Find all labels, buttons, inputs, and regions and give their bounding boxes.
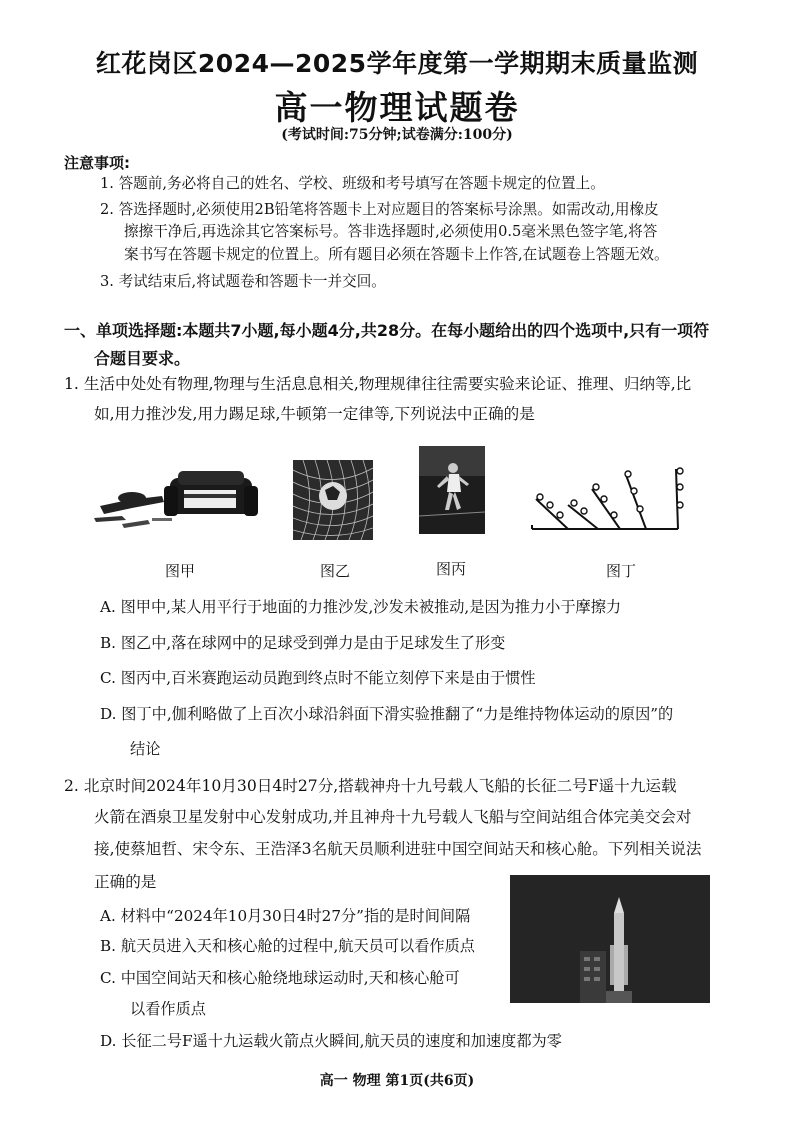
section-heading-cont: 合题目要求。: [94, 349, 191, 368]
note-line: 3. 考试结束后,将试题卷和答题卡一并交回。: [100, 273, 386, 290]
notes-heading: 注意事项:: [64, 154, 130, 172]
figure-yi-football-net: [293, 460, 373, 540]
figure-caption-bing: 图丙: [436, 560, 467, 578]
q2-option-c: C. 中国空间站天和核心舱绕地球运动时,天和核心舱可: [100, 969, 460, 987]
figure-jia-sofa: [92, 468, 262, 530]
paper-title: 高一物理试题卷: [274, 88, 520, 127]
q1-option-a: A. 图甲中,某人用平行于地面的力推沙发,沙发未被推动,是因为推力小于摩擦力: [100, 598, 622, 616]
q1-option-d-cont: 结论: [130, 740, 161, 758]
q2-option-b: B. 航天员进入天和核心舱的过程中,航天员可以看作质点: [100, 937, 475, 955]
section-heading: 一、单项选择题:本题共7小题,每小题4分,共28分。在每小题给出的四个选项中,只有一项符: [64, 321, 710, 340]
question-2-text: 2. 北京时间2024年10月30日4时27分,搭载神舟十九号载人飞船的长征二号F遥十九运载: [64, 777, 677, 795]
note-line: 擦擦干净后,再选涂其它答案标号。答非选择题时,必须使用0.5毫米黑色签字笔,将答: [124, 223, 658, 240]
page-footer: 高一 物理 第1页(共6页): [319, 1073, 475, 1089]
q2-option-a: A. 材料中“2024年10月30日4时27分”指的是时间间隔: [100, 907, 471, 925]
q1-option-d: D. 图丁中,伽利略做了上百次小球沿斜面下滑实验推翻了“力是维持物体运动的原因”的: [100, 705, 674, 723]
question-1-text-cont: 如,用力推沙发,用力踢足球,牛顿第一定律等,下列说法中正确的是: [94, 405, 535, 423]
q1-option-c: C. 图丙中,百米赛跑运动员跑到终点时不能立刻停下来是由于惯性: [100, 669, 536, 687]
question-2-text-cont: 接,使蔡旭哲、宋令东、王浩泽3名航天员顺利进驻中国空间站天和核心舱。下列相关说法: [94, 840, 702, 858]
rocket-launch-photo: [510, 875, 710, 1003]
question-1-text: 1. 生活中处处有物理,物理与生活息息相关,物理规律往往需要实验来论证、推理、归纳等,比: [64, 375, 692, 393]
figure-ding-inclined-planes: [528, 465, 688, 535]
note-line: 2. 答选择题时,必须使用2B铅笔将答题卡上对应题目的答案标号涂黑。如需改动,用橡皮: [100, 201, 659, 218]
figure-caption-ding: 图丁: [606, 562, 637, 580]
figure-caption-yi: 图乙: [320, 562, 351, 580]
question-2-text-cont: 正确的是: [94, 873, 157, 891]
q2-option-d: D. 长征二号F遥十九运载火箭点火瞬间,航天员的速度和加速度都为零: [100, 1032, 562, 1050]
note-line: 案书写在答题卡规定的位置上。所有题目必须在答题卡上作答,在试题卷上答题无效。: [124, 246, 669, 263]
exam-title: 红花岗区2024—2025学年度第一学期期末质量监测: [95, 49, 699, 78]
exam-time-note: (考试时间:75分钟;试卷满分:100分): [281, 127, 513, 143]
figure-caption-jia: 图甲: [165, 562, 196, 580]
note-line: 1. 答题前,务必将自己的姓名、学校、班级和考号填写在答题卡规定的位置上。: [100, 175, 605, 192]
q2-option-c-cont: 以看作质点: [130, 1000, 206, 1018]
q1-option-b: B. 图乙中,落在球网中的足球受到弹力是由于足球发生了形变: [100, 634, 506, 652]
question-2-text-cont: 火箭在酒泉卫星发射中心发射成功,并且神舟十九号载人飞船与空间站组合体完美交会对: [94, 808, 692, 826]
figure-bing-sprinter: [419, 446, 485, 534]
